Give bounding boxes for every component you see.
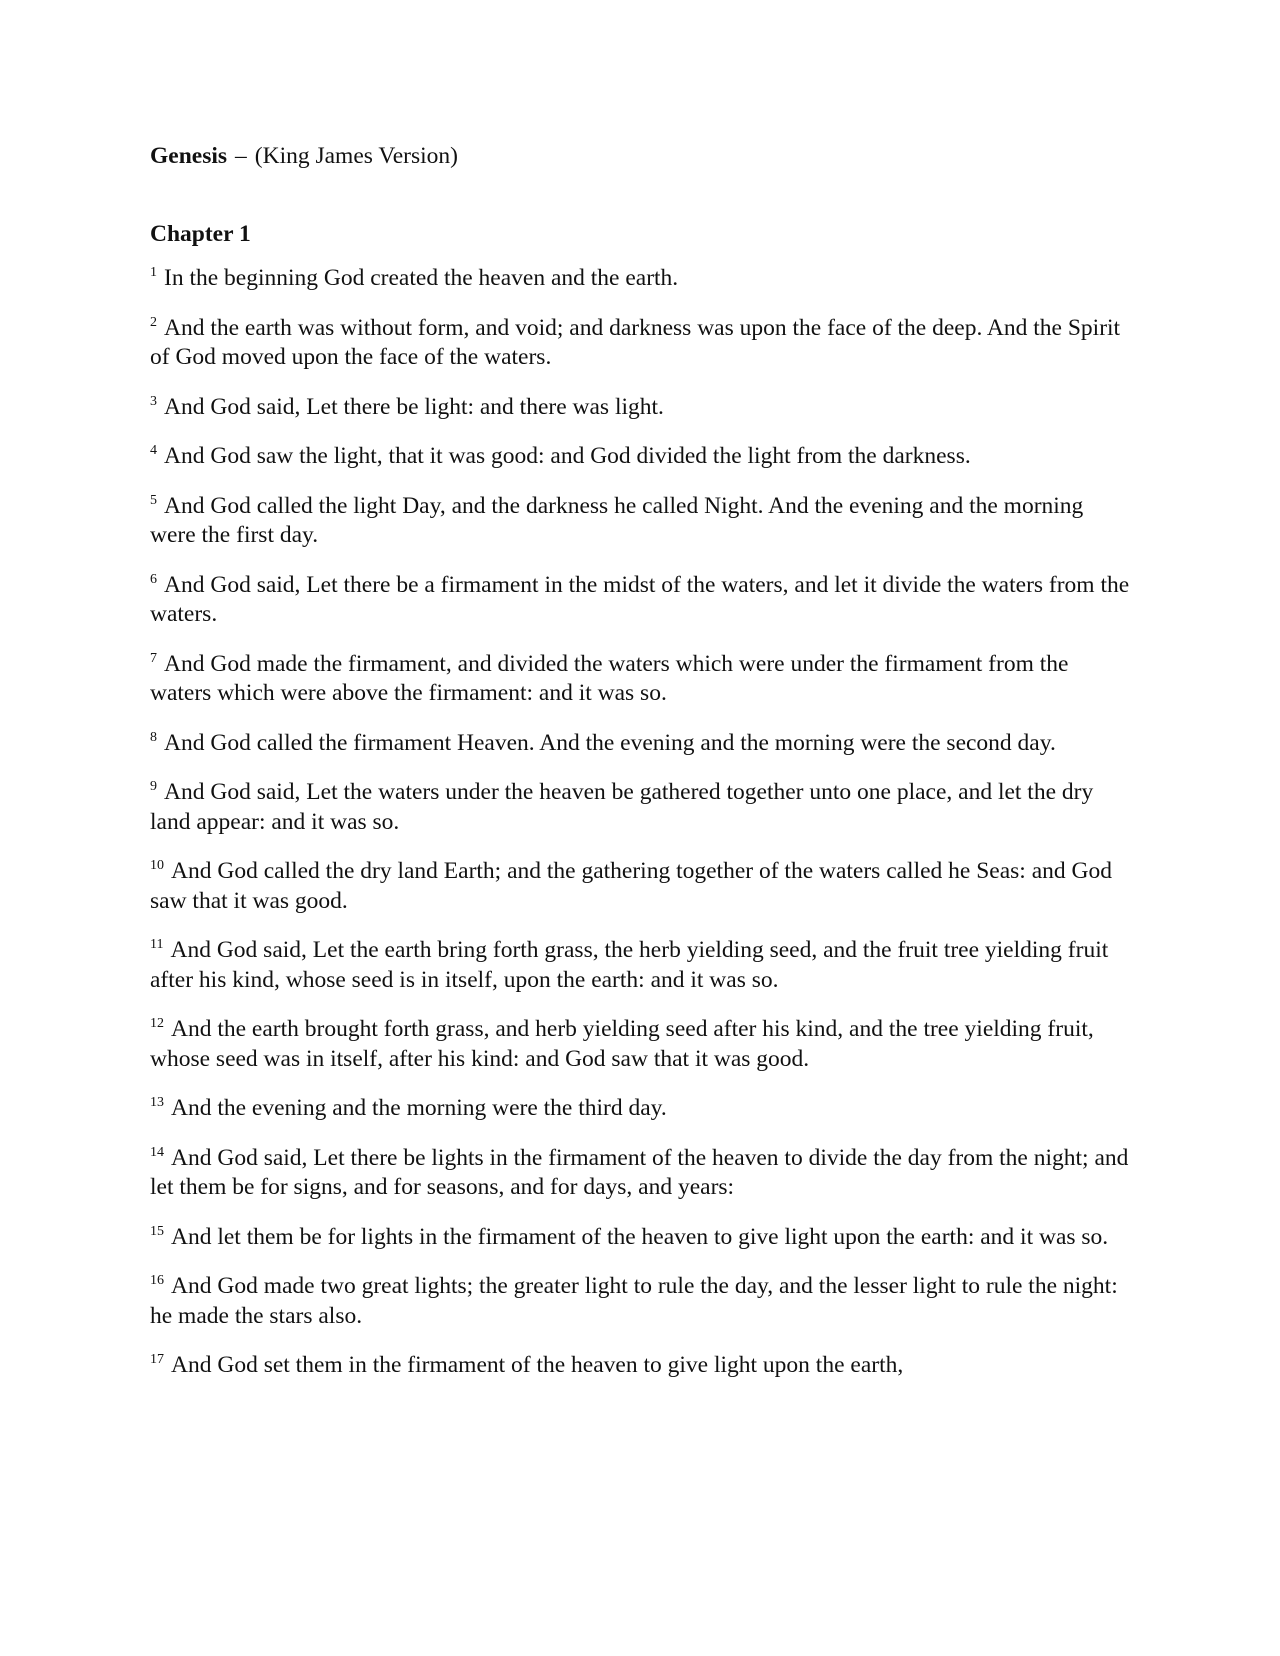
verse-number: 10 (150, 858, 164, 874)
verse (150, 314, 1130, 373)
verse-number: 1 (150, 265, 157, 281)
verse-text: And the evening and the morning were the third day. (171, 1095, 667, 1121)
verse-number: 12 (150, 1016, 164, 1032)
verse-text: And God said, Let there be a firmament in the midst of the waters, and let it divide the waters from the waters. (150, 571, 1130, 627)
verse-text: And God said, Let there be lights in the firmament of the heaven to divide the day from the night; and let them be for signs, and for seasons, and for days, and years: (150, 1144, 1129, 1200)
verse-text: In the beginning God created the heaven and the earth. (164, 265, 679, 291)
verse-text: And the earth was without form, and void; and darkness was upon the face of the deep. And the Spirit of God moved upon the face of the waters. (150, 314, 1121, 370)
verse (150, 264, 1130, 294)
verse-text: And God called the firmament Heaven. And the evening and the morning were the second day. (164, 729, 1056, 756)
verse-number: 14 (150, 1144, 164, 1160)
verse (150, 1144, 1130, 1203)
verse-text: And the earth brought forth grass, and herb yielding seed after his kind, and the tree yielding fruit, whose seed was in itself, after his kind: and God saw that it was good. (150, 1016, 1094, 1072)
book-heading (150, 140, 1130, 172)
verse-text: And God called the dry land Earth; and the gathering together of the waters called he Seas: and God saw that it was good. (150, 858, 1112, 914)
verse-number: 9 (150, 779, 157, 795)
verse-number: 16 (150, 1273, 164, 1289)
verse-text: And God made two great lights; the greater light to rule the day, and the lesser light to rule the night: he made the stars also. (150, 1273, 1118, 1329)
verse-number: 5 (150, 492, 157, 508)
verse-text: And God made the firmament, and divided the waters which were under the firmament from the waters which were above the firmament: and it was so. (150, 650, 1069, 706)
verse-text: And God set them in the firmament of the heaven to give light upon the earth, (171, 1352, 904, 1378)
chapter-title: Chapter 1 (150, 221, 251, 247)
verse-number: 2 (150, 314, 157, 330)
verse (150, 729, 1130, 759)
version-label: (King James Version) (254, 143, 458, 169)
verse-text: And God said, Let there be light: and there was light. (164, 393, 664, 420)
verse-text: And God said, Let the earth bring forth grass, the herb yielding seed, and the fruit tree yielding fruit after his kind, whose seed is in itself, upon the earth: and it was so. (150, 937, 1109, 993)
verse-number: 11 (150, 937, 164, 953)
verse-text: And God said, Let the waters under the heaven be gathered together unto one place, and let the dry land appear: and it was so. (150, 779, 1094, 835)
verse (150, 1223, 1130, 1253)
verse (150, 857, 1130, 916)
verse-number: 3 (150, 393, 157, 409)
verse-number: 6 (150, 571, 157, 587)
verse-text: And let them be for lights in the firmament of the heaven to give light upon the earth: and it was so. (171, 1223, 1109, 1250)
verse (150, 1015, 1130, 1074)
document-page (150, 140, 1130, 1401)
verse-number: 15 (150, 1223, 164, 1239)
verse-number: 7 (150, 650, 157, 666)
book-title: Genesis (150, 143, 228, 169)
verse (150, 492, 1130, 551)
verse-list (150, 264, 1130, 1381)
verse (150, 1272, 1130, 1331)
verse (150, 1351, 1130, 1381)
verse (150, 442, 1130, 472)
verse-number: 13 (150, 1095, 164, 1111)
verse-text: And God saw the light, that it was good: and God divided the light from the darkness. (164, 443, 971, 469)
verse (150, 778, 1130, 837)
title-separator: – (235, 143, 247, 169)
verse-text: And God called the light Day, and the darkness he called Night. And the evening and the morning were the first day. (150, 492, 1084, 548)
verse (150, 393, 1130, 423)
verse (150, 936, 1130, 995)
verse (150, 650, 1130, 709)
verse-number: 17 (150, 1352, 164, 1368)
verse (150, 1094, 1130, 1124)
verse (150, 571, 1130, 630)
verse-number: 8 (150, 729, 157, 745)
verse-number: 4 (150, 443, 157, 459)
